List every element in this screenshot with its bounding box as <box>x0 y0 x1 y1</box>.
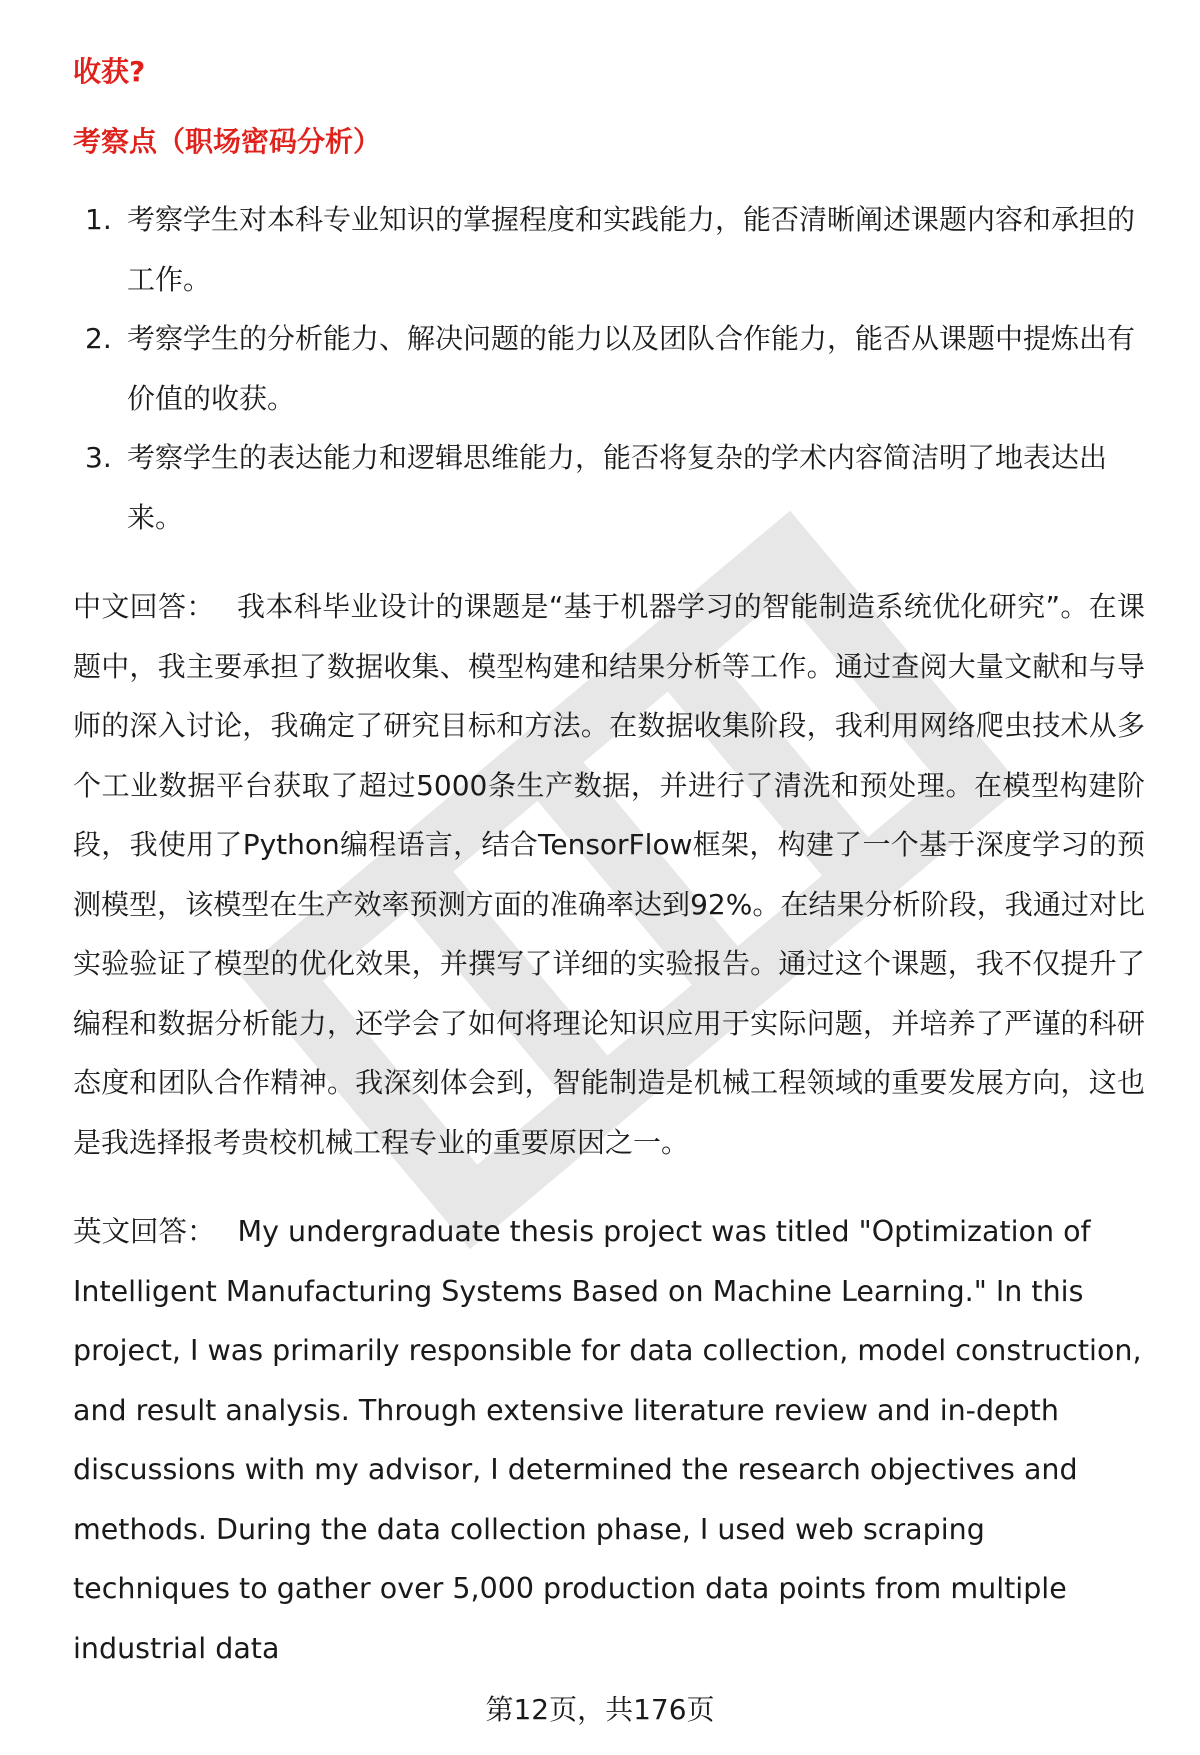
english-answer-paragraph <box>73 1202 1145 1678</box>
list-item-text: 考察学生对本科专业知识的掌握程度和实践能力，能否清晰阐述课题内容和承担的工作。 <box>127 203 1136 296</box>
list-item-text: 考察学生的表达能力和逻辑思维能力，能否将复杂的学术内容简洁明了地表达出来。 <box>127 441 1108 534</box>
chinese-answer-text: 我本科毕业设计的课题是“基于机器学习的智能制造系统优化研究”。在课题中，我主要承担了数据收集、模型构建和结果分析等工作。通过查阅大量文献和与导师的深入讨论，我确定了研究目标和方法。在数据收集阶段，我利用网络爬虫技术从多个工业数据平台获取了超过5000条生产数据，并进行了清洗和预处理。在模型构建阶段，我使用了Python编程语言，结合TensorFlow框架，构建了一个基于深度学习的预测模型，该模型在生产效率预测方面的准确率达到92%。在结果分析阶段，我通过对比实验验证了模型的优化效果，并撰写了详细的实验报告。通过这个课题，我不仅提升了编程和数据分析能力，还学会了如何将理论知识应用于实际问题，并培养了严谨的科研态度和团队合作精神。我深刻体会到，智能制造是机械工程领域的重要发展方向，这也是我选择报考贵校机械工程专业的重要原因之一。 <box>73 590 1145 1159</box>
list-item <box>73 428 1145 547</box>
chinese-answer-paragraph <box>73 577 1145 1172</box>
english-answer-text: My undergraduate thesis project was titled "Optimization of Intelligent Manufacturing Systems Based on Machine Learning." In this project, I was primarily responsible for data collection, model construction, and result analysis. Through extensive literature review and in-depth discussions with my advisor, I determined the research objectives and methods. During the data collection phase, I used web scraping techniques to gather over 5,000 production data points from multiple industrial data <box>73 1215 1142 1665</box>
page-number-footer: 第12页，共176页 <box>485 1693 715 1726</box>
english-answer-label: 英文回答： <box>73 1215 216 1248</box>
list-item <box>73 190 1145 309</box>
list-item-number: 3. <box>85 441 112 474</box>
list-item-number: 2. <box>85 322 112 355</box>
section-heading-gain: 收获? <box>73 55 146 88</box>
page-content <box>73 52 1145 1678</box>
list-item-text: 考察学生的分析能力、解决问题的能力以及团队合作能力，能否从课题中提炼出有价值的收获。 <box>127 322 1136 415</box>
list-item-number: 1. <box>85 203 112 236</box>
chinese-answer-label: 中文回答： <box>73 590 215 623</box>
focus-points-list <box>73 190 1145 547</box>
section-heading-focus: 考察点（职场密码分析） <box>73 125 382 158</box>
list-item <box>73 309 1145 428</box>
